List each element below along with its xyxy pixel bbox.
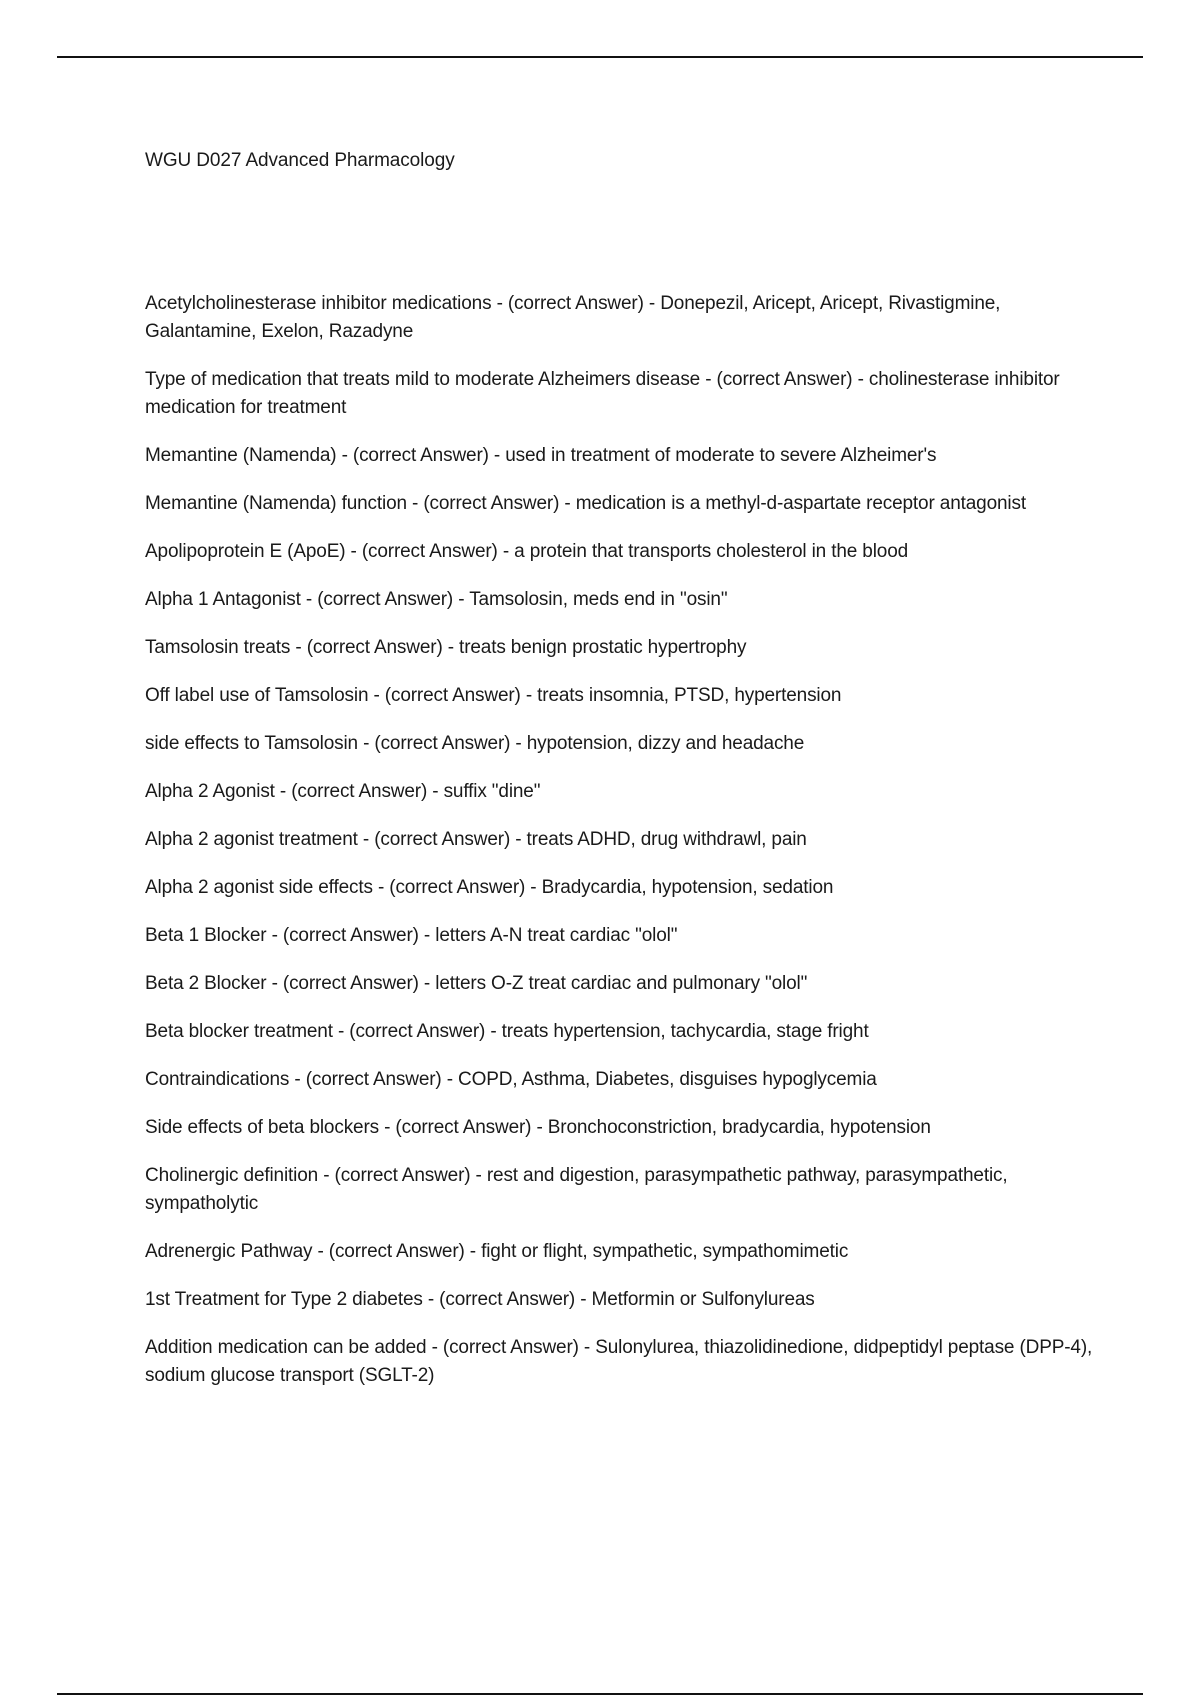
qa-item: Addition medication can be added - (correct Answer) - Sulonylurea, thiazolidinedione, didpeptidyl peptase (DPP-4), sodium glucose transport (SGLT-2) [145, 1337, 1093, 1386]
qa-item: side effects to Tamsolosin - (correct Answer) - hypotension, dizzy and headache [145, 733, 805, 754]
qa-item: Alpha 2 agonist side effects - (correct Answer) - Bradycardia, hypotension, sedation [145, 877, 834, 898]
qa-item: Alpha 2 Agonist - (correct Answer) - suffix "dine" [145, 781, 541, 802]
qa-item: Cholinergic definition - (correct Answer) - rest and digestion, parasympathetic pathway, parasympathetic, sympatholytic [145, 1165, 1008, 1214]
qa-item: Memantine (Namenda) function - (correct Answer) - medication is a methyl-d-aspartate receptor antagonist [145, 493, 1026, 514]
qa-list [145, 290, 1095, 1410]
qa-item: Memantine (Namenda) - (correct Answer) - used in treatment of moderate to severe Alzheimer's [145, 445, 937, 466]
qa-item: Beta 2 Blocker - (correct Answer) - letters O-Z treat cardiac and pulmonary "olol" [145, 973, 808, 994]
qa-item: Side effects of beta blockers - (correct Answer) - Bronchoconstriction, bradycardia, hypotension [145, 1117, 931, 1138]
qa-item: Beta blocker treatment - (correct Answer) - treats hypertension, tachycardia, stage fright [145, 1021, 869, 1042]
qa-item: Beta 1 Blocker - (correct Answer) - letters A-N treat cardiac "olol" [145, 925, 678, 946]
header-rule [57, 56, 1143, 58]
qa-item: Alpha 2 agonist treatment - (correct Answer) - treats ADHD, drug withdrawl, pain [145, 829, 807, 850]
qa-item: Type of medication that treats mild to moderate Alzheimers disease - (correct Answer) - cholinesterase inhibitor medication for treatment [145, 369, 1060, 418]
qa-item: Tamsolosin treats - (correct Answer) - treats benign prostatic hypertrophy [145, 637, 747, 658]
footer-rule [57, 1693, 1143, 1695]
qa-item: Contraindications - (correct Answer) - COPD, Asthma, Diabetes, disguises hypoglycemia [145, 1069, 877, 1090]
qa-item: Adrenergic Pathway - (correct Answer) - fight or flight, sympathetic, sympathomimetic [145, 1241, 849, 1262]
qa-item: Alpha 1 Antagonist - (correct Answer) - Tamsolosin, meds end in "osin" [145, 589, 728, 610]
document-title: WGU D027 Advanced Pharmacology [145, 150, 455, 171]
qa-item: Acetylcholinesterase inhibitor medications - (correct Answer) - Donepezil, Aricept, Aricept, Rivastigmine, Galantamine, Exelon, Razadyne [145, 293, 1001, 342]
qa-item: 1st Treatment for Type 2 diabetes - (correct Answer) - Metformin or Sulfonylureas [145, 1289, 815, 1310]
qa-item: Apolipoprotein E (ApoE) - (correct Answer) - a protein that transports cholesterol in the blood [145, 541, 909, 562]
qa-item: Off label use of Tamsolosin - (correct Answer) - treats insomnia, PTSD, hypertension [145, 685, 842, 706]
